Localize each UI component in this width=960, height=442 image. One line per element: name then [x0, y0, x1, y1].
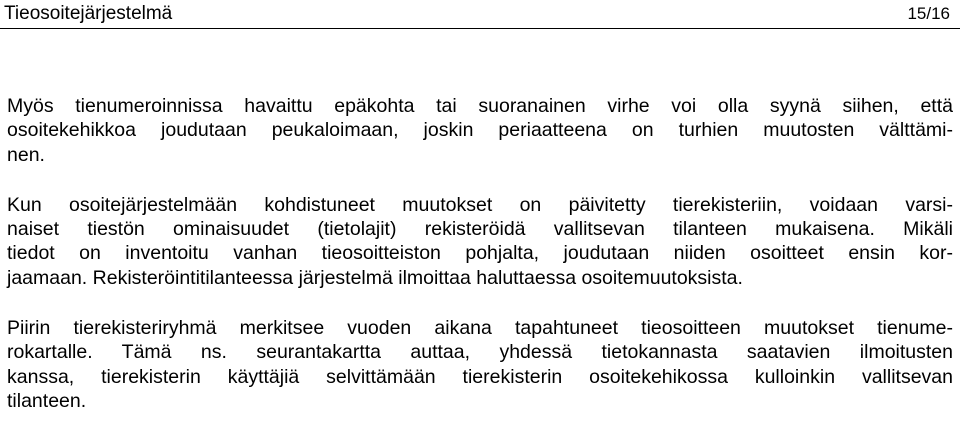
page-header: [0, 0, 960, 26]
paragraph-line: jaamaan. Rekisteröintitilanteessa järjestelmä ilmoittaa haluttaessa osoitemuutoksista.: [7, 266, 743, 289]
document-title: Tieosoitejärjestelmä: [4, 3, 173, 24]
paragraph-line: tilanteen.: [7, 389, 87, 412]
document-body: [7, 94, 953, 439]
paragraph-line: nen.: [7, 143, 45, 166]
paragraph-line: tiedot on inventoitu vanhan tieosoitteiston pohjalta, joudutaan niiden osoitteet ensin kor-: [7, 242, 953, 265]
paragraph-line: naiset tiestön ominaisuudet (tietolajit) rekisteröidä vallitsevan tilanteen mukaisena. Mikäli: [7, 218, 953, 241]
paragraph-line: osoitekehikkoa joudutaan peukaloimaan, joskin periaatteena on turhien muutosten välttämi-: [7, 119, 953, 142]
paragraph-line: Myös tienumeroinnissa havaittu epäkohta tai suoranainen virhe voi olla syynä siihen, että: [7, 95, 953, 117]
paragraph-line: rokartalle. Tämä ns. seurantakartta auttaa, yhdessä tietokannasta saatavien ilmoitusten: [7, 341, 953, 364]
paragraph-line: Piirin tierekisteriryhmä merkitsee vuoden aikana tapahtuneet tieosoitteen muutokset tienume-: [7, 317, 953, 340]
paragraph-2: [7, 193, 953, 290]
paragraph-1: [7, 94, 953, 167]
paragraph-line: Kun osoitejärjestelmään kohdistuneet muutokset on päivitetty tierekisteriin, voidaan varsi-: [7, 193, 953, 216]
paragraph-3: [7, 316, 953, 413]
page-number: 15/16: [907, 4, 950, 23]
paragraph-line: kanssa, tierekisterin käyttäjiä selvittämään tierekisterin osoitekehikossa kulloinkin vallitsevan: [7, 365, 953, 388]
header-divider: [0, 28, 960, 29]
